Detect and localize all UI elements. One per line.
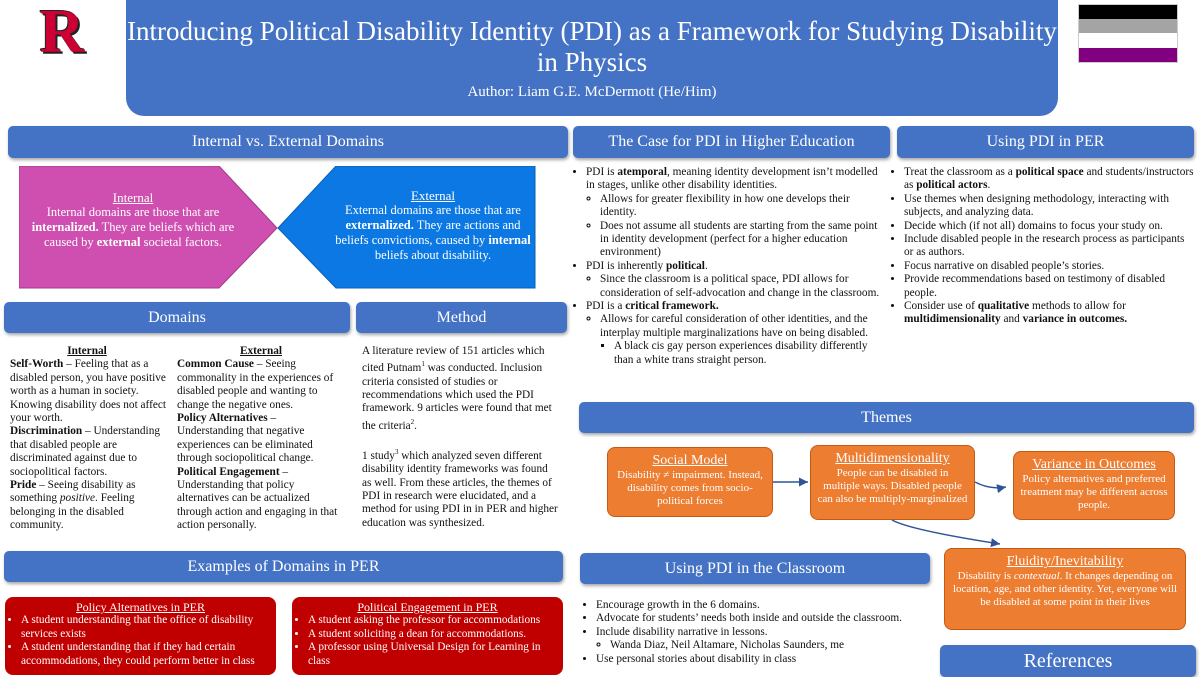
list-item: • Include disabled people in the research process as participants or as authors.: [904, 233, 1194, 260]
theme-variance-heading: Variance in Outcomes: [1032, 457, 1156, 472]
i1-a: Treat the classroom as a: [904, 166, 1016, 178]
desc: . Feeling belonging in the disabled community.: [10, 492, 135, 532]
list-item: [10, 479, 172, 533]
list-item: • Encourage growth in the 6 domains.: [596, 599, 926, 612]
classroom-item: Include disability narrative in lessons.: [596, 625, 768, 638]
term: Pride: [10, 479, 37, 492]
i7-b2: multidimensionality: [904, 313, 1001, 326]
i7-a: Consider use of: [904, 300, 978, 313]
case-sublist: [586, 313, 888, 367]
internal-heading: Internal: [112, 190, 154, 205]
arrow-multi-to-variance: [975, 482, 1006, 488]
poster-author: Author: Liam G.E. McDermott (He/Him): [467, 84, 717, 100]
case-b2-b: .: [704, 259, 708, 272]
method-paragraph-2: [362, 446, 558, 530]
citation: 1: [421, 360, 425, 369]
desc: – Seeing commonality in the experiences of disabled people and wanting to change the negative ones.: [177, 358, 334, 411]
poster-title: Introducing Political Disability Identity (PDI) as a Framework for Studying Disability in Physics: [127, 16, 1057, 77]
internal-text-c: societal factors.: [140, 235, 223, 249]
classroom-list: [586, 599, 926, 666]
list-item: • Use personal stories about disability in class: [596, 653, 926, 666]
i1-b2: political actors: [916, 179, 988, 192]
internal-text-b: They are beliefs which are caused by: [43, 220, 235, 249]
fluidity-emph: contextual: [1013, 570, 1060, 582]
fluidity-a: Disability is: [957, 570, 1014, 582]
list-item: [177, 412, 345, 466]
theme-social-heading: Social Model: [652, 453, 728, 468]
case-list: [576, 166, 888, 367]
list-item: • A student asking the professor for accommodations: [308, 614, 555, 627]
theme-variance: [1013, 451, 1175, 520]
case-b3-sub: Allows for careful consideration of other identities, and the interplay multiple marginalizations have on being disabled.: [600, 313, 869, 339]
list-item: • A professor using Universal Design for Learning in class: [308, 641, 555, 668]
external-text-c: beliefs about disability.: [374, 248, 492, 262]
rutgers-logo: [32, 0, 92, 66]
theme-multi-heading: Multidimensionality: [835, 451, 950, 466]
list-item: ◦ Does not assume all students are starting from the same point in identity development (perfect for a higher education environment): [600, 220, 888, 260]
classroom-text: [586, 599, 926, 666]
theme-variance-text: Policy alternatives and preferred treatment may be different across people.: [1020, 473, 1168, 511]
section-examples: Examples of Domains in PER: [4, 551, 563, 582]
case-b3-bold: critical framework.: [625, 300, 719, 313]
list-item: [904, 166, 1194, 193]
policy-alternatives-heading: Policy Alternatives in PER: [76, 600, 205, 614]
i7-b1: qualitative: [977, 300, 1030, 313]
external-text-a: External domains are those that are: [345, 203, 521, 217]
list-item: ◦ Wanda Diaz, Neil Altamare, Nicholas Saunders, me: [610, 639, 926, 652]
theme-fluidity-heading: Fluidity/Inevitability: [1006, 554, 1124, 569]
list-item: [586, 260, 888, 300]
term: Self-Worth: [10, 358, 64, 371]
desc: – Feeling that as a disabled person, you have positive worth as a human in society. Knowing disability does not affect your worth.: [10, 358, 167, 425]
internal-bold-a: internalized.: [31, 220, 99, 234]
list-item: [586, 300, 888, 367]
fluidity-b: . It changes depending on location, age, and other identity. Yet, everyone will be disabled at some point in their lives: [952, 570, 1178, 608]
theme-fluidity-text: [951, 570, 1179, 609]
list-item: [600, 313, 888, 367]
case-b2-a: PDI is inherently: [586, 259, 667, 272]
i1-b1: political space: [1015, 166, 1084, 178]
case-text: [576, 166, 888, 367]
theme-fluidity: [944, 548, 1186, 630]
internal-shape-text: [26, 190, 240, 250]
citation: 3: [394, 447, 399, 456]
list-item: [596, 626, 926, 653]
desc: – Understanding that negative experiences can be eliminated through sociopolitical change.: [177, 412, 314, 465]
list-item: ◦ Since the classroom is a political space, PDI allows for consideration of self-advocation and change in the classroom.: [600, 273, 888, 300]
list-item: • A student soliciting a dean for accommodations.: [308, 628, 555, 641]
list-item: [10, 425, 172, 479]
method-p1-a: A literature review of 151 articles which cited Putnam: [362, 345, 545, 375]
citation: 2: [410, 417, 415, 426]
desc: – Understanding that disabled people are discriminated against due to sociopolitical factors.: [10, 425, 160, 478]
section-internal-external: Internal vs. External Domains: [8, 126, 568, 158]
list-item: • A student understanding that if they had certain accommodations, they could perform better in class: [21, 641, 268, 668]
policy-alternatives-list: [13, 614, 268, 668]
using-per-list: [894, 166, 1194, 327]
domains-internal-list: [2, 358, 172, 532]
poster-header: [126, 0, 1058, 116]
term: Political Engagement: [177, 465, 280, 478]
section-method: Method: [356, 302, 567, 333]
section-case: The Case for PDI in Higher Education: [573, 126, 890, 158]
domains-external-column: [177, 345, 345, 533]
list-item: [177, 466, 345, 533]
section-using-per: Using PDI in PER: [897, 126, 1194, 158]
case-b1-a: PDI is: [586, 166, 618, 178]
case-b3-a: PDI is a: [586, 300, 626, 313]
case-b2-bold: political: [666, 259, 705, 272]
case-b1-bold: atemporal: [617, 166, 667, 178]
section-themes: Themes: [579, 402, 1194, 433]
external-shape-text: [334, 188, 532, 263]
domains-internal-heading: Internal: [67, 345, 107, 357]
list-item: [904, 300, 1194, 327]
case-b1-b: , meaning identity development isn’t modelled in stages, unlike other disability identities.: [586, 166, 878, 192]
flag-stripe-black: [1079, 5, 1177, 19]
term: Discrimination: [10, 425, 83, 438]
case-sublist: [586, 193, 888, 260]
political-engagement-heading: Political Engagement in PER: [357, 600, 498, 614]
list-item: • Use themes when designing methodology, interacting with subjects, and analyzing data.: [904, 193, 1194, 220]
logo-letter: R: [39, 0, 85, 66]
term: Policy Alternatives: [177, 412, 268, 425]
theme-multidimensionality: [810, 445, 975, 520]
method-paragraph-1: [362, 345, 558, 433]
external-bold-a: externalized.: [345, 218, 414, 232]
i7-d: and: [1000, 313, 1023, 326]
flag-stripe-gray: [1079, 19, 1177, 33]
method-p2-a: 1 study: [362, 449, 395, 462]
list-item: [586, 166, 888, 260]
list-item: • Decide which (if not all) domains to focus your study on.: [904, 220, 1194, 233]
list-item: • Advocate for students’ needs both inside and outside the classroom.: [596, 612, 926, 625]
policy-alternatives-box: [5, 597, 276, 675]
i1-d: .: [987, 179, 991, 192]
section-domains: Domains: [4, 302, 350, 333]
external-bold-b: internal: [488, 233, 531, 247]
case-subsublist: [600, 340, 888, 367]
list-item: • A student understanding that the office of disability services exists: [21, 614, 268, 641]
political-engagement-list: [300, 614, 555, 668]
theme-social-model: [607, 447, 773, 517]
method-p1-b: was conducted. Inclusion criteria consisted of studies or recommendations which used the PDI framework. 9 articles were found that met the criteria: [362, 362, 552, 432]
section-classroom: Using PDI in the Classroom: [580, 553, 930, 584]
i7-b3: variance in outcomes.: [1022, 313, 1128, 326]
desc: – Seeing disability as something: [10, 479, 136, 505]
domains-external-heading: External: [239, 345, 283, 357]
i7-c: methods to allow for: [1029, 300, 1126, 313]
method-p2-b: which analyzed seven different disability identity frameworks was found as well. From these articles, the themes of PDI in research were elucidated, and a method for using PDI in in PER and higher education was synthesized.: [362, 449, 558, 529]
list-item: • Focus narrative on disabled people’s stories.: [904, 260, 1194, 273]
theme-social-text: Disability ≠ impairment. Instead, disability comes from socio-political forces: [617, 469, 763, 507]
case-sublist: [586, 273, 888, 300]
using-per-text: [894, 166, 1194, 327]
arrow-multi-to-fluidity: [892, 520, 1000, 544]
list-item: ◦ Allows for greater flexibility in how one develops their identity.: [600, 193, 888, 220]
domains-internal-column: [2, 345, 172, 533]
section-references: References: [940, 645, 1196, 677]
list-item: • Provide recommendations based on testimony of disabled people.: [904, 273, 1194, 300]
internal-bold-b: external: [96, 235, 141, 249]
theme-multi-text: People can be disabled in multiple ways. Disabled people can also be multiply-marginalized: [817, 467, 968, 505]
flag-stripe-purple: [1079, 48, 1177, 62]
list-item: [177, 358, 345, 412]
method-p1-c: .: [414, 419, 417, 432]
asexual-flag: [1078, 4, 1178, 63]
external-heading: External: [410, 188, 456, 203]
internal-text-a: Internal domains are those that are: [46, 205, 220, 219]
term: Common Cause: [177, 358, 254, 371]
list-item: ▪ A black cis gay person experiences disability differently than a white trans straight person.: [614, 340, 888, 367]
desc: – Understanding that policy alternatives can be actualized through action and engaging in that action personally.: [177, 465, 338, 532]
method-text: [362, 345, 558, 530]
external-text-b: They are actions and beliefs convictions, caused by: [335, 218, 521, 247]
i1-c: and students/instructors as: [904, 166, 1194, 192]
emphasis: positive: [59, 492, 96, 505]
classroom-sublist: [596, 639, 926, 652]
flag-stripe-white: [1079, 33, 1177, 48]
list-item: [10, 358, 172, 425]
political-engagement-box: [292, 597, 563, 675]
